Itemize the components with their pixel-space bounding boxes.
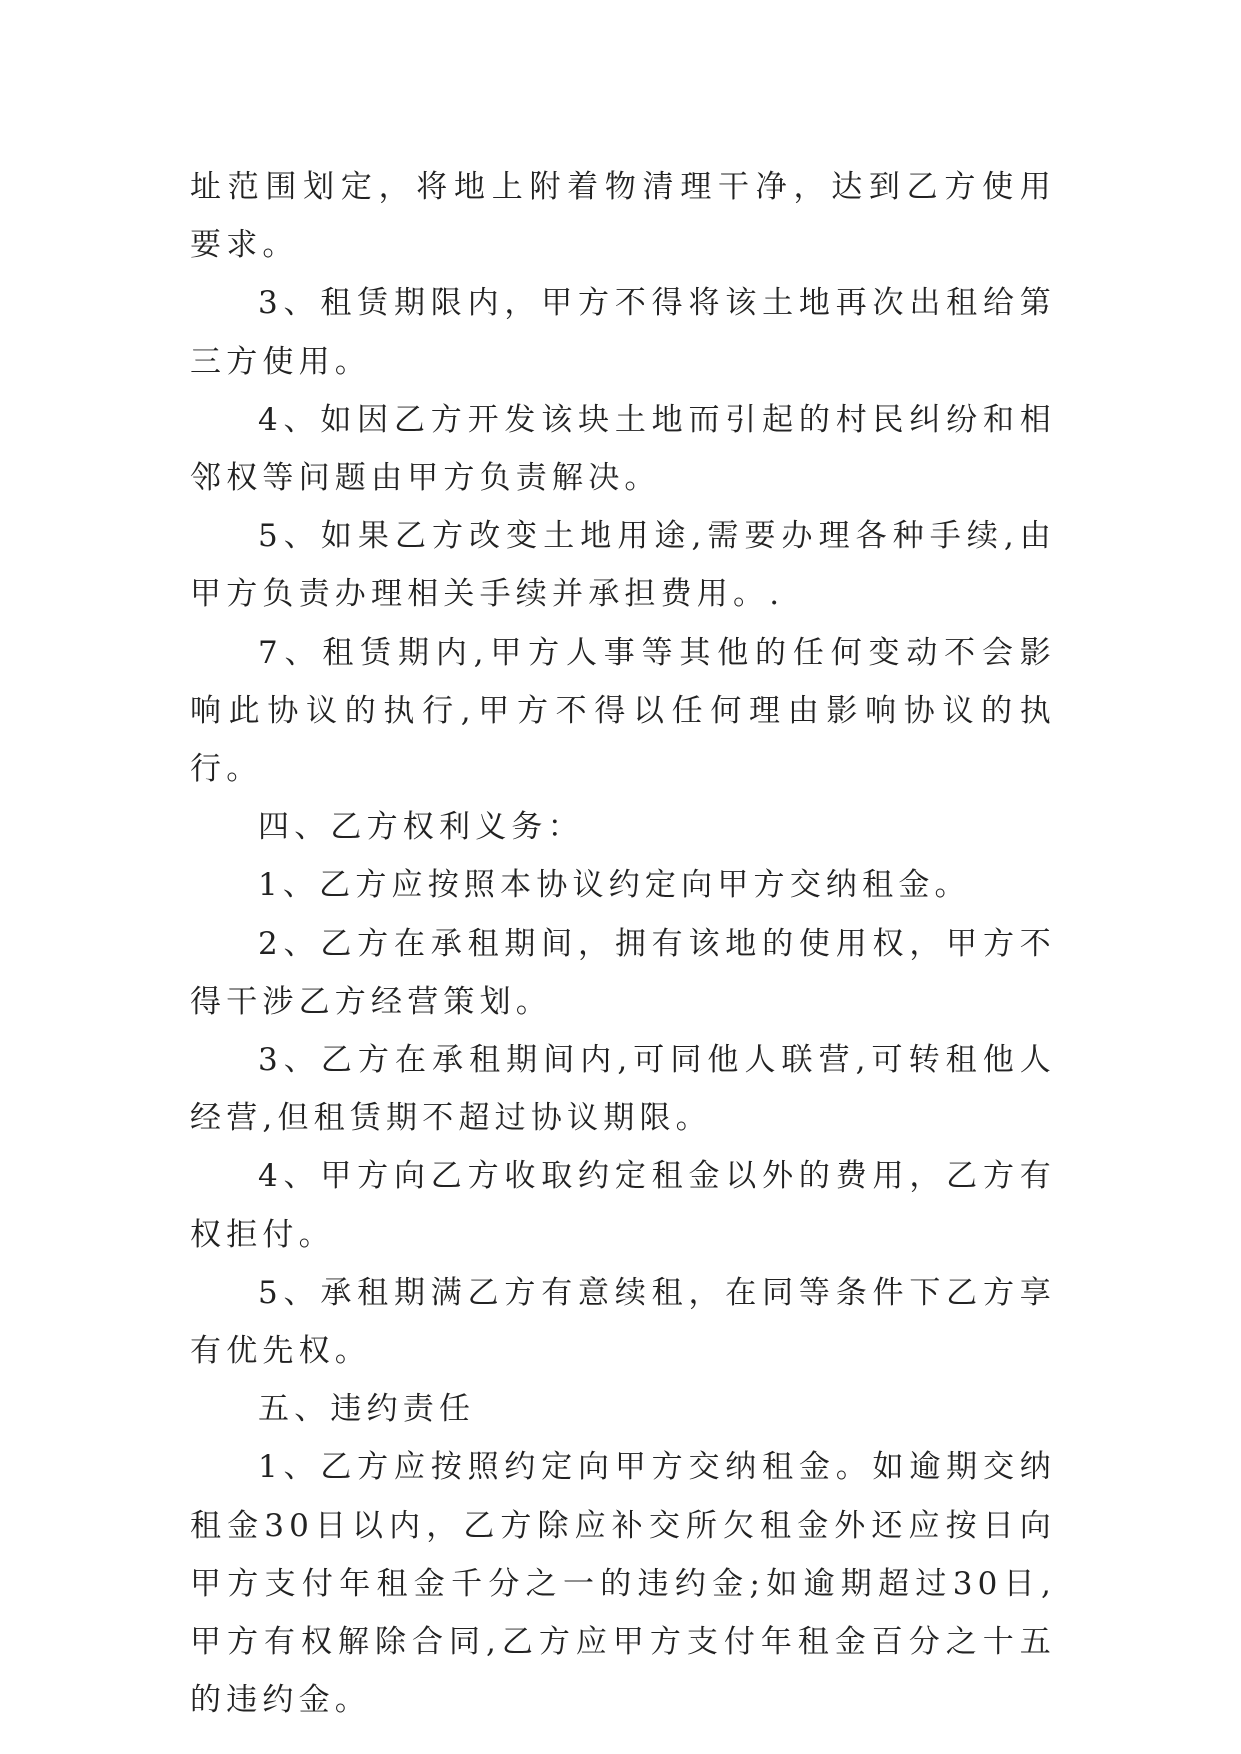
paragraph-renewal-priority: 5、承租期满乙方有意续租，在同等条件下乙方享有优先权。 <box>190 1274 1056 1370</box>
paragraph-pay-rent: 1、乙方应按照本协议约定向甲方交纳租金。 <box>258 867 971 904</box>
paragraph-land-use-change: 5、如果乙方改变土地用途,需要办理各种手续,由甲方负责办理相关手续并承担费用。. <box>190 518 1056 613</box>
document-body <box>190 158 1056 1729</box>
section-heading-breach-liability: 五、违约责任 <box>258 1391 476 1428</box>
paragraph-site-clearing: 址范围划定，将地上附着物清理干净，达到乙方使用要求。 <box>190 169 1056 264</box>
section-heading-party-b-rights: 四、乙方权利义务： <box>258 809 584 846</box>
paragraph-use-right: 2、乙方在承租期间，拥有该地的使用权，甲方不得干涉乙方经营策划。 <box>190 925 1056 1020</box>
paragraph-joint-operation: 3、乙方在承租期间内,可同他人联营,可转租他人经营,但租赁期不超过协议期限。 <box>190 1042 1056 1137</box>
paragraph-late-payment-penalty: 1、乙方应按照约定向甲方交纳租金。如逾期交纳租金30日以内，乙方除应补交所欠租金外还应按日向甲方支付年租金千分之一的违约金;如逾期超过30日,甲方有权解除合同,乙方应甲方支付年租金百分之十五的违约金。 <box>190 1449 1056 1719</box>
paragraph-no-sublease-third-party: 3、租赁期限内，甲方不得将该土地再次出租给第三方使用。 <box>190 285 1056 380</box>
paragraph-personnel-change: 7、租赁期内,甲方人事等其他的任何变动不会影响此协议的执行,甲方不得以任何理由影响协议的执行。 <box>190 634 1056 788</box>
paragraph-dispute-resolution: 4、如因乙方开发该块土地而引起的村民纠纷和相邻权等问题由甲方负责解决。 <box>190 401 1056 497</box>
paragraph-refuse-extra-fees: 4、甲方向乙方收取约定租金以外的费用，乙方有权拒付。 <box>190 1158 1056 1253</box>
